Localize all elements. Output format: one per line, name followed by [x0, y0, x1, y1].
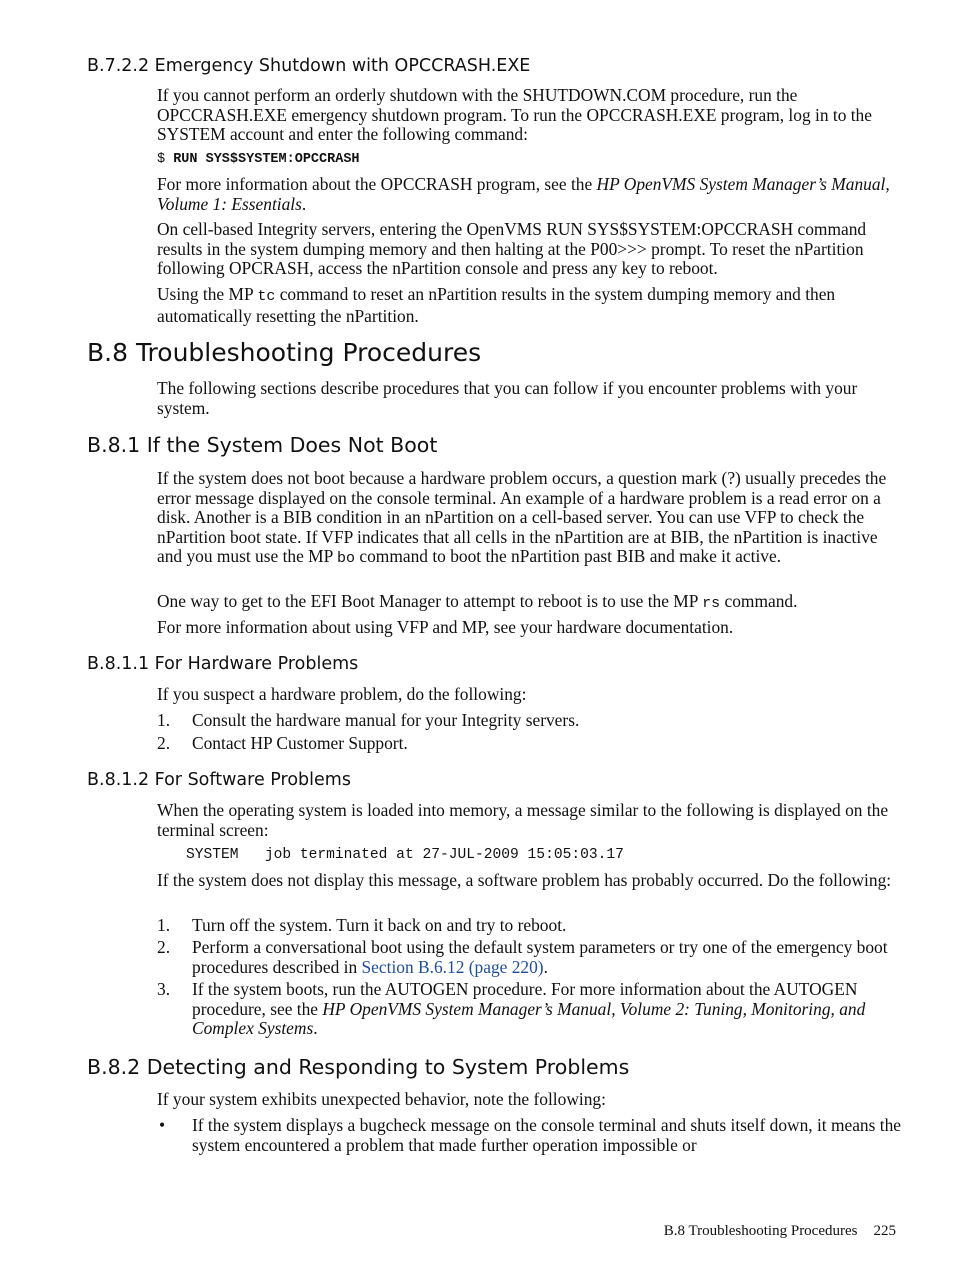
text-run: command to boot the nPartition past BIB and make it active. — [355, 546, 782, 567]
list-text: Contact HP Customer Support. — [192, 733, 408, 753]
section-b612-link[interactable]: Section B.6.12 (page 220) — [361, 956, 544, 977]
paragraph-opccrash-intro: If you cannot perform an orderly shutdown with the SHUTDOWN.COM procedure, run the OPCCRASH.EXE emergency shutdown program. To run the OPCCRASH.EXE program, log in to the SYSTEM account and enter the following command: — [157, 85, 872, 145]
inline-code-rs: rs — [702, 595, 721, 612]
page-number: 225 — [873, 1223, 896, 1239]
paragraph-mp-tc — [157, 285, 899, 326]
text-run: . — [313, 1018, 318, 1039]
text-run: If the system boots, run the AUTOGEN procedure. For more information about the AUTOGEN procedure, see the — [192, 979, 858, 1019]
list-number: 2. — [157, 733, 171, 753]
list-number: 2. — [157, 937, 171, 957]
manual-title: HP OpenVMS System Manager’s Manual, Volume 2: Tuning, Monitoring, and Complex Systems — [192, 998, 866, 1039]
paragraph-no-boot — [157, 469, 899, 569]
list-number: 1. — [157, 915, 171, 935]
page-footer — [664, 1223, 896, 1240]
list-text — [192, 980, 902, 1039]
paragraph-b82-intro: If your system exhibits unexpected behavior, note the following: — [157, 1089, 606, 1109]
section-heading-b811: B.8.1.1 For Hardware Problems — [87, 654, 359, 674]
command-prompt: $ — [157, 152, 174, 167]
terminal-message: SYSTEM job terminated at 27-JUL-2009 15:05:03.17 — [186, 847, 624, 863]
text-run: One way to get to the EFI Boot Manager to attempt to reboot is to use the MP — [157, 591, 703, 611]
inline-code-bo: bo — [337, 550, 356, 568]
list-text: Consult the hardware manual for your Integrity servers. — [192, 710, 580, 730]
paragraph-sw-intro: When the operating system is loaded into memory, a message similar to the following is displayed on the terminal screen: — [157, 800, 889, 840]
section-heading-b7222: B.7.2.2 Emergency Shutdown with OPCCRASH.EXE — [87, 56, 531, 76]
paragraph-efi-boot — [157, 592, 899, 614]
command-text: RUN SYS$SYSTEM:OPCCRASH — [173, 152, 360, 167]
paragraph-sw-problem: If the system does not display this message, a software problem has probably occurred. Do the following: — [157, 870, 892, 890]
list-text: Turn off the system. Turn it back on and try to reboot. — [192, 915, 567, 935]
paragraph-vfp-mp: For more information about using VFP and MP, see your hardware documentation. — [157, 617, 734, 637]
manual-title: HP OpenVMS System Manager’s Manual, Volume 1: Essentials — [157, 174, 890, 214]
paragraph-hw-intro: If you suspect a hardware problem, do the following: — [157, 684, 527, 704]
list-number: 1. — [157, 710, 171, 730]
text-run: Using the MP — [157, 284, 258, 304]
list-number: 3. — [157, 979, 171, 999]
text-run: Perform a conversational boot using the default system parameters or try one of the emergency boot procedures described in — [192, 937, 888, 977]
list-text: If the system displays a bugcheck message on the console terminal and shuts itself down, it means the system encountered a problem that made further operation impossible or — [192, 1115, 901, 1155]
bullet-icon: • — [159, 1115, 166, 1135]
text-run: command. — [720, 591, 798, 611]
text-run: . — [301, 193, 307, 214]
text-run: For more information about the OPCCRASH program, see the — [157, 174, 597, 194]
footer-section: B.8 Troubleshooting Procedures — [663, 1223, 858, 1239]
paragraph-b8-intro: The following sections describe procedures that you can follow if you encounter problems with your system. — [157, 378, 858, 418]
paragraph-cell-based: On cell-based Integrity servers, entering the OpenVMS RUN SYS$SYSTEM:OPCCRASH command results in the system dumping memory and then halting at the P00>>> prompt. To reset the nPartition following OPCRASH, access the nPartition console and press any key to reboot. — [157, 219, 867, 279]
list-text — [192, 938, 902, 977]
inline-code-tc: tc — [257, 288, 276, 305]
section-heading-b812: B.8.1.2 For Software Problems — [87, 770, 351, 790]
section-heading-b8: B.8 Troubleshooting Procedures — [87, 338, 482, 367]
text-run: . — [543, 956, 548, 977]
text-run: command to reset an nPartition results in the system dumping memory and then automatically resetting the nPartition. — [157, 284, 836, 326]
text-run: If the system does not boot because a hardware problem occurs, a question mark (?) usually precedes the error message displayed on the console terminal. An example of a hardware problem is a read error on a disk. Another is a BIB condition in an nPartition on a cell-based server. You can use VFP to check the nPartition boot state. If VFP indicates that all cells in the nPartition are at BIB, the nPartition is inactive and you must use the MP — [157, 468, 887, 567]
section-heading-b82: B.8.2 Detecting and Responding to System Problems — [87, 1055, 630, 1079]
paragraph-opccrash-info — [157, 175, 899, 214]
section-heading-b81: B.8.1 If the System Does Not Boot — [87, 433, 438, 457]
command-line — [157, 152, 360, 167]
